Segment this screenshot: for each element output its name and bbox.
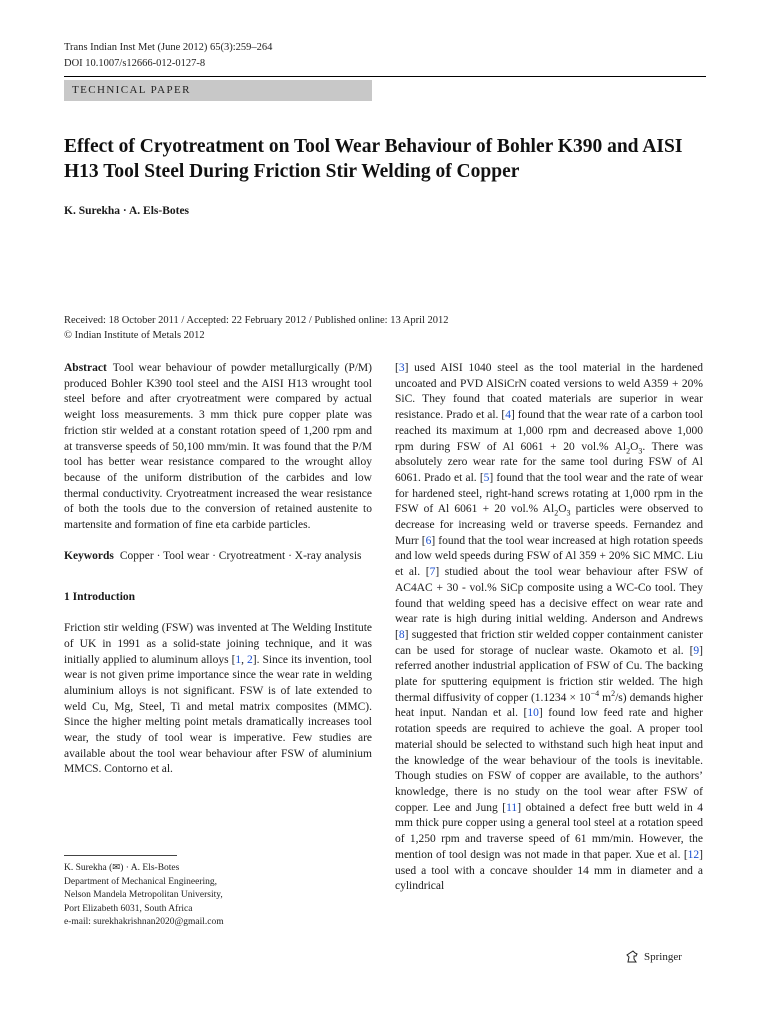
body-text: ] found that the wear rate of a carbon tool reached its maximum at 1,000 rpm and decreased above 1,000 rpm during FSW of Al 6061 + 20 vol.% Al bbox=[395, 409, 703, 453]
footnote-department: Department of Mechanical Engineering, bbox=[64, 876, 217, 887]
publisher-name: Springer bbox=[644, 951, 682, 963]
section-heading: 1 Introduction bbox=[64, 591, 136, 604]
journal-citation: Trans Indian Inst Met (June 2012) 65(3):259–264 bbox=[64, 42, 273, 53]
footnote-authors: K. Surekha (✉) · A. Els-Botes bbox=[64, 863, 180, 873]
citation-link[interactable]: 10 bbox=[527, 707, 539, 720]
dates-line: Received: 18 October 2011 / Accepted: 22 February 2012 / Published online: 13 April 2012 bbox=[64, 315, 449, 326]
citation-link[interactable]: 3 bbox=[398, 362, 405, 374]
paper-type-banner: TECHNICAL PAPER bbox=[64, 80, 372, 101]
doi[interactable]: DOI 10.1007/s12666-012-0127-8 bbox=[64, 58, 206, 69]
citation-separator: , bbox=[241, 653, 248, 666]
journal-header bbox=[64, 40, 272, 72]
keywords bbox=[64, 549, 372, 565]
body-text: . There was absolutely zero wear rate for the same tool during FSW of Al 6061. Prado et al. [ bbox=[395, 440, 703, 484]
left-column bbox=[64, 361, 372, 778]
citation-link[interactable]: 1 bbox=[235, 653, 242, 666]
paper-title: Effect of Cryotreatment on Tool Wear Behaviour of Bohler K390 and AISI H13 Tool Steel During Friction Stir Welding of Copper bbox=[64, 136, 683, 182]
copyright-line: © Indian Institute of Metals 2012 bbox=[64, 330, 205, 341]
citation-link[interactable]: 4 bbox=[505, 409, 511, 422]
citation-link[interactable]: 8 bbox=[398, 628, 405, 641]
abstract bbox=[64, 361, 372, 534]
body-text: ] used a tool with a concave shoulder 14 mm in diameter and a cylindrical bbox=[395, 848, 703, 893]
body-text: m bbox=[599, 691, 612, 704]
exponent: 2 bbox=[611, 688, 616, 698]
citation-link[interactable]: 2 bbox=[247, 653, 253, 666]
intro-paragraph bbox=[64, 621, 372, 778]
intro-text: Friction stir welding (FSW) was invented at The Welding Institute of UK in 1991 as a solid-state joining technique, and it was initially applied to aluminum alloys [ bbox=[64, 622, 372, 666]
body-text: O bbox=[630, 440, 639, 453]
body-text: O bbox=[558, 503, 567, 516]
body-text: ] found low feed rate and higher rotation speeds are required to achieve the goal. A proper tool material should be selected to withstand such high heat input and the knowledge of the wear behaviour of the tools is inevitable. Though studies on FSW of copper are available, to the authors’ knowledge, there is no study on the tool wear after FSW of copper. Lee and Jung [ bbox=[395, 707, 703, 814]
body-text: ] found that the tool wear increased at high rotation speeds and low weld speeds during FSW of Al 359 + 20% SiC MMC. Liu et al. [ bbox=[395, 534, 703, 579]
exponent: −4 bbox=[590, 688, 600, 698]
body-text: ] suggested that friction stir welded copper containment canister can be used for storage of nuclear waste. Okamoto et al. [ bbox=[395, 628, 703, 657]
citation-link[interactable]: 7 bbox=[429, 566, 436, 579]
citation-link[interactable]: 5 bbox=[483, 471, 490, 484]
body-text: ] obtained a defect free butt weld in 4 mm thick pure copper using a general tool steel at a rotation speed of 1,250 rpm and traverse speed of 61 mm/min. However, the mention of tool design was not made in that paper. Xue et al. [ bbox=[395, 801, 703, 861]
body-paragraph: [3] used AISI 1040 steel as the tool material in the hardened uncoated and PVD AlSiCrN coated versions to weld A359 + 20% SiC. They found that coated materials are superior in wear resistance. Prado et al. [4] found that the wear rate of a carbon tool reached its maximum at 1,000 rpm and decreased above 1,000 rpm during FSW of Al 6061 + 20 vol.% $Al_2O_3$. There was absolutely zero wear rate for the same tool during FSW of Al 6061. Prado et al. [5] found that the tool wear and the rate of wear for hardened steel, right-hand screws rotating at 1,000 rpm in the FSW of Al 6061 + 20 vol.% $Al_2O_3$ particles were observed to decrease for increasing weld or traverse speeds. Fernandez and Murr [6] found that the tool wear increased at high rotation speeds and low weld speeds during FSW of Al 359 + 20% SiC MMC. Liu et al. [7] studied about the tool wear behaviour after FSW of AC4AC + 30 - vol.% SiCp composite using a WC-Co tool. They found that welding speed has a decisive effect on wear rate and wear rate is high during initial welding. Anderson and Andrews [8] suggested that friction stir welded copper containment canister can be used for storage of nuclear waste. Okamoto et al. [9] referred another industrial application of FSW of Cu. The backing plate for sputtering equipment is friction stir welded. The high thermal diffusivity of copper ($1.1234 \times 10^{-4}$ $m^2/s$) demands higher heat input. Nandan et al. [10] found low feed rate and higher rotation speeds are required to achieve the goal. A proper tool material should be selected to withstand such high heat input and the knowledge of the wear behaviour of the tools is inevitable. Though studies on FSW of copper are available, to the authors’ knowledge, there is no study on the tool wear after FSW of copper. Lee and Jung [11] obtained a defect free butt weld in 4 mm thick pure copper using a general tool steel at a rotation speed of 1,250 rpm and traverse speed of 61 mm/min. However, the mention of tool design was not made in that paper. Xue et al. [12] used a tool with a concave shoulder 14 mm in diameter and a cylindrical bbox=[395, 362, 703, 893]
right-column bbox=[395, 361, 703, 895]
footnote-rule bbox=[64, 855, 177, 856]
footnote-university: Nelson Mandela Metropolitan University, bbox=[64, 890, 223, 900]
citation-link[interactable]: 12 bbox=[687, 848, 700, 861]
author-affiliation bbox=[64, 862, 372, 930]
abstract-heading: Abstract bbox=[64, 362, 107, 374]
keywords-text: Copper · Tool wear · Cryotreatment · X-ray analysis bbox=[119, 549, 362, 562]
body-text: particles were observed to decrease for increasing weld or traverse speeds. Fernandez and Murr [ bbox=[395, 503, 703, 547]
intro-text: ]. Since its invention, tool wear is not given prime importance since the wear rate in welding aluminium alloys is not significant. FSW is of late extended to weld Cu, Mg, Steel, Ti and metal matrix composites (MMC). Since the higher melting point metals dramatically increases tool wear, the study of tool wear is imperative. Few studies are available about the tool wear behaviour after FSW of aluminium MMCS. Contorno et al. bbox=[64, 653, 373, 776]
springer-horse-icon bbox=[625, 950, 639, 964]
keywords-heading: Keywords bbox=[64, 549, 114, 562]
body-text: /s) demands higher heat input. Nandan et al. [ bbox=[395, 691, 703, 720]
body-text: ] used AISI 1040 steel as the tool material in the hardened uncoated and PVD AlSiCrN coated versions to weld A359 + 20% SiC. They found that coated materials are superior in wear resistance. Prado et al. [ bbox=[395, 362, 703, 422]
citation-link[interactable]: 11 bbox=[506, 801, 518, 814]
footnote-city: Port Elizabeth 6031, South Africa bbox=[64, 903, 193, 914]
body-text: ] found that the tool wear and the rate of wear for hardened steel, right-hand screws rotating at 1,000 rpm in the FSW of Al 6061 + 20 vol.% Al bbox=[395, 471, 703, 516]
publication-dates bbox=[64, 313, 704, 343]
citation-link[interactable]: 9 bbox=[693, 644, 700, 657]
body-text: ] studied about the tool wear behaviour after FSW of AC4AC + 30 - vol.% SiCp composite using a WC-Co tool. They found that welding speed has a decisive effect on wear rate and wear rate is high during initial welding. Anderson and Andrews [ bbox=[395, 566, 703, 641]
abstract-text: Tool wear behaviour of powder metallurgically (P/M) produced Bohler K390 tool steel and the AISI H13 wrought tool steel before and after cryotreatment were compared by actual weight loss measurements. 3 mm thick pure copper plate was friction stir welded at a constant rotation speed of 1,200 rpm and at transverse speeds of 50,100 mm/min. It was found that the P/M tool has better wear resistance compared to the wrought alloy because of the uniform distribution of the carbides and low thermal conductivity. Cryotreatment increased the wear resistance of both the tools due to the conversion of retained austenite to martensite and formation of fine eta carbide particles. bbox=[64, 362, 372, 532]
authors: K. Surekha · A. Els-Botes bbox=[64, 205, 190, 217]
footnote-email[interactable]: e-mail: surekhakrishnan2020@gmail.com bbox=[64, 917, 224, 927]
body-text: ] referred another industrial application of FSW of Cu. The backing plate for sputtering equipment is friction stir welded. The high thermal diffusivity of copper (1.1234 × 10 bbox=[395, 644, 703, 704]
header-rule bbox=[64, 76, 706, 77]
publisher-logo bbox=[625, 950, 682, 964]
citation-link[interactable]: 6 bbox=[425, 534, 432, 547]
